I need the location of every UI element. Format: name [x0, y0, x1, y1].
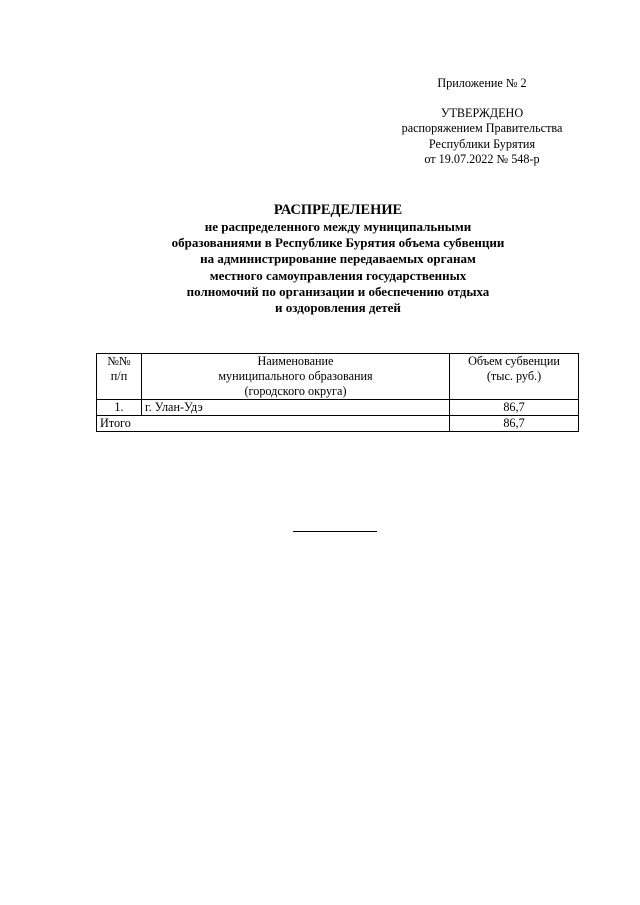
title-line: на администрирование передаваемых органам	[200, 251, 476, 267]
header-municipality: Наименование муниципального образования (городского округа)	[142, 354, 450, 400]
title-line: полномочий по организации и обеспечению отдыха	[186, 283, 490, 299]
title-line: местного самоуправления государственных	[209, 267, 467, 283]
table-row	[97, 400, 579, 416]
approval-line-1: распоряжением Правительства	[401, 121, 563, 135]
row-number: 1.	[97, 400, 142, 416]
total-label: Итого	[97, 416, 450, 432]
approved-label: УТВЕРЖДЕНО	[440, 105, 524, 120]
row-amount: 86,7	[450, 400, 579, 416]
total-amount: 86,7	[450, 416, 579, 432]
row-municipality: г. Улан-Удэ	[142, 400, 450, 416]
appendix-label: Приложение № 2	[437, 76, 527, 90]
header-number: №№ п/п	[97, 354, 142, 400]
approval-line-2: Республики Бурятия	[428, 136, 536, 151]
table-header-row	[97, 354, 579, 400]
title-line: образованиями в Республике Бурятия объема субвенции	[171, 235, 505, 251]
distribution-table	[96, 353, 579, 432]
appendix-block	[382, 76, 582, 168]
approval-date: от 19.07.2022 № 548-р	[424, 152, 540, 166]
title-line: не распределенного между муниципальными	[204, 219, 472, 234]
document-title	[96, 202, 580, 316]
table-total-row	[97, 416, 579, 432]
separator-line	[293, 531, 377, 532]
title-line: и оздоровления детей	[275, 300, 401, 316]
title-heading: РАСПРЕДЕЛЕНИЕ	[273, 202, 403, 218]
header-amount: Объем субвенции (тыс. руб.)	[450, 354, 579, 400]
